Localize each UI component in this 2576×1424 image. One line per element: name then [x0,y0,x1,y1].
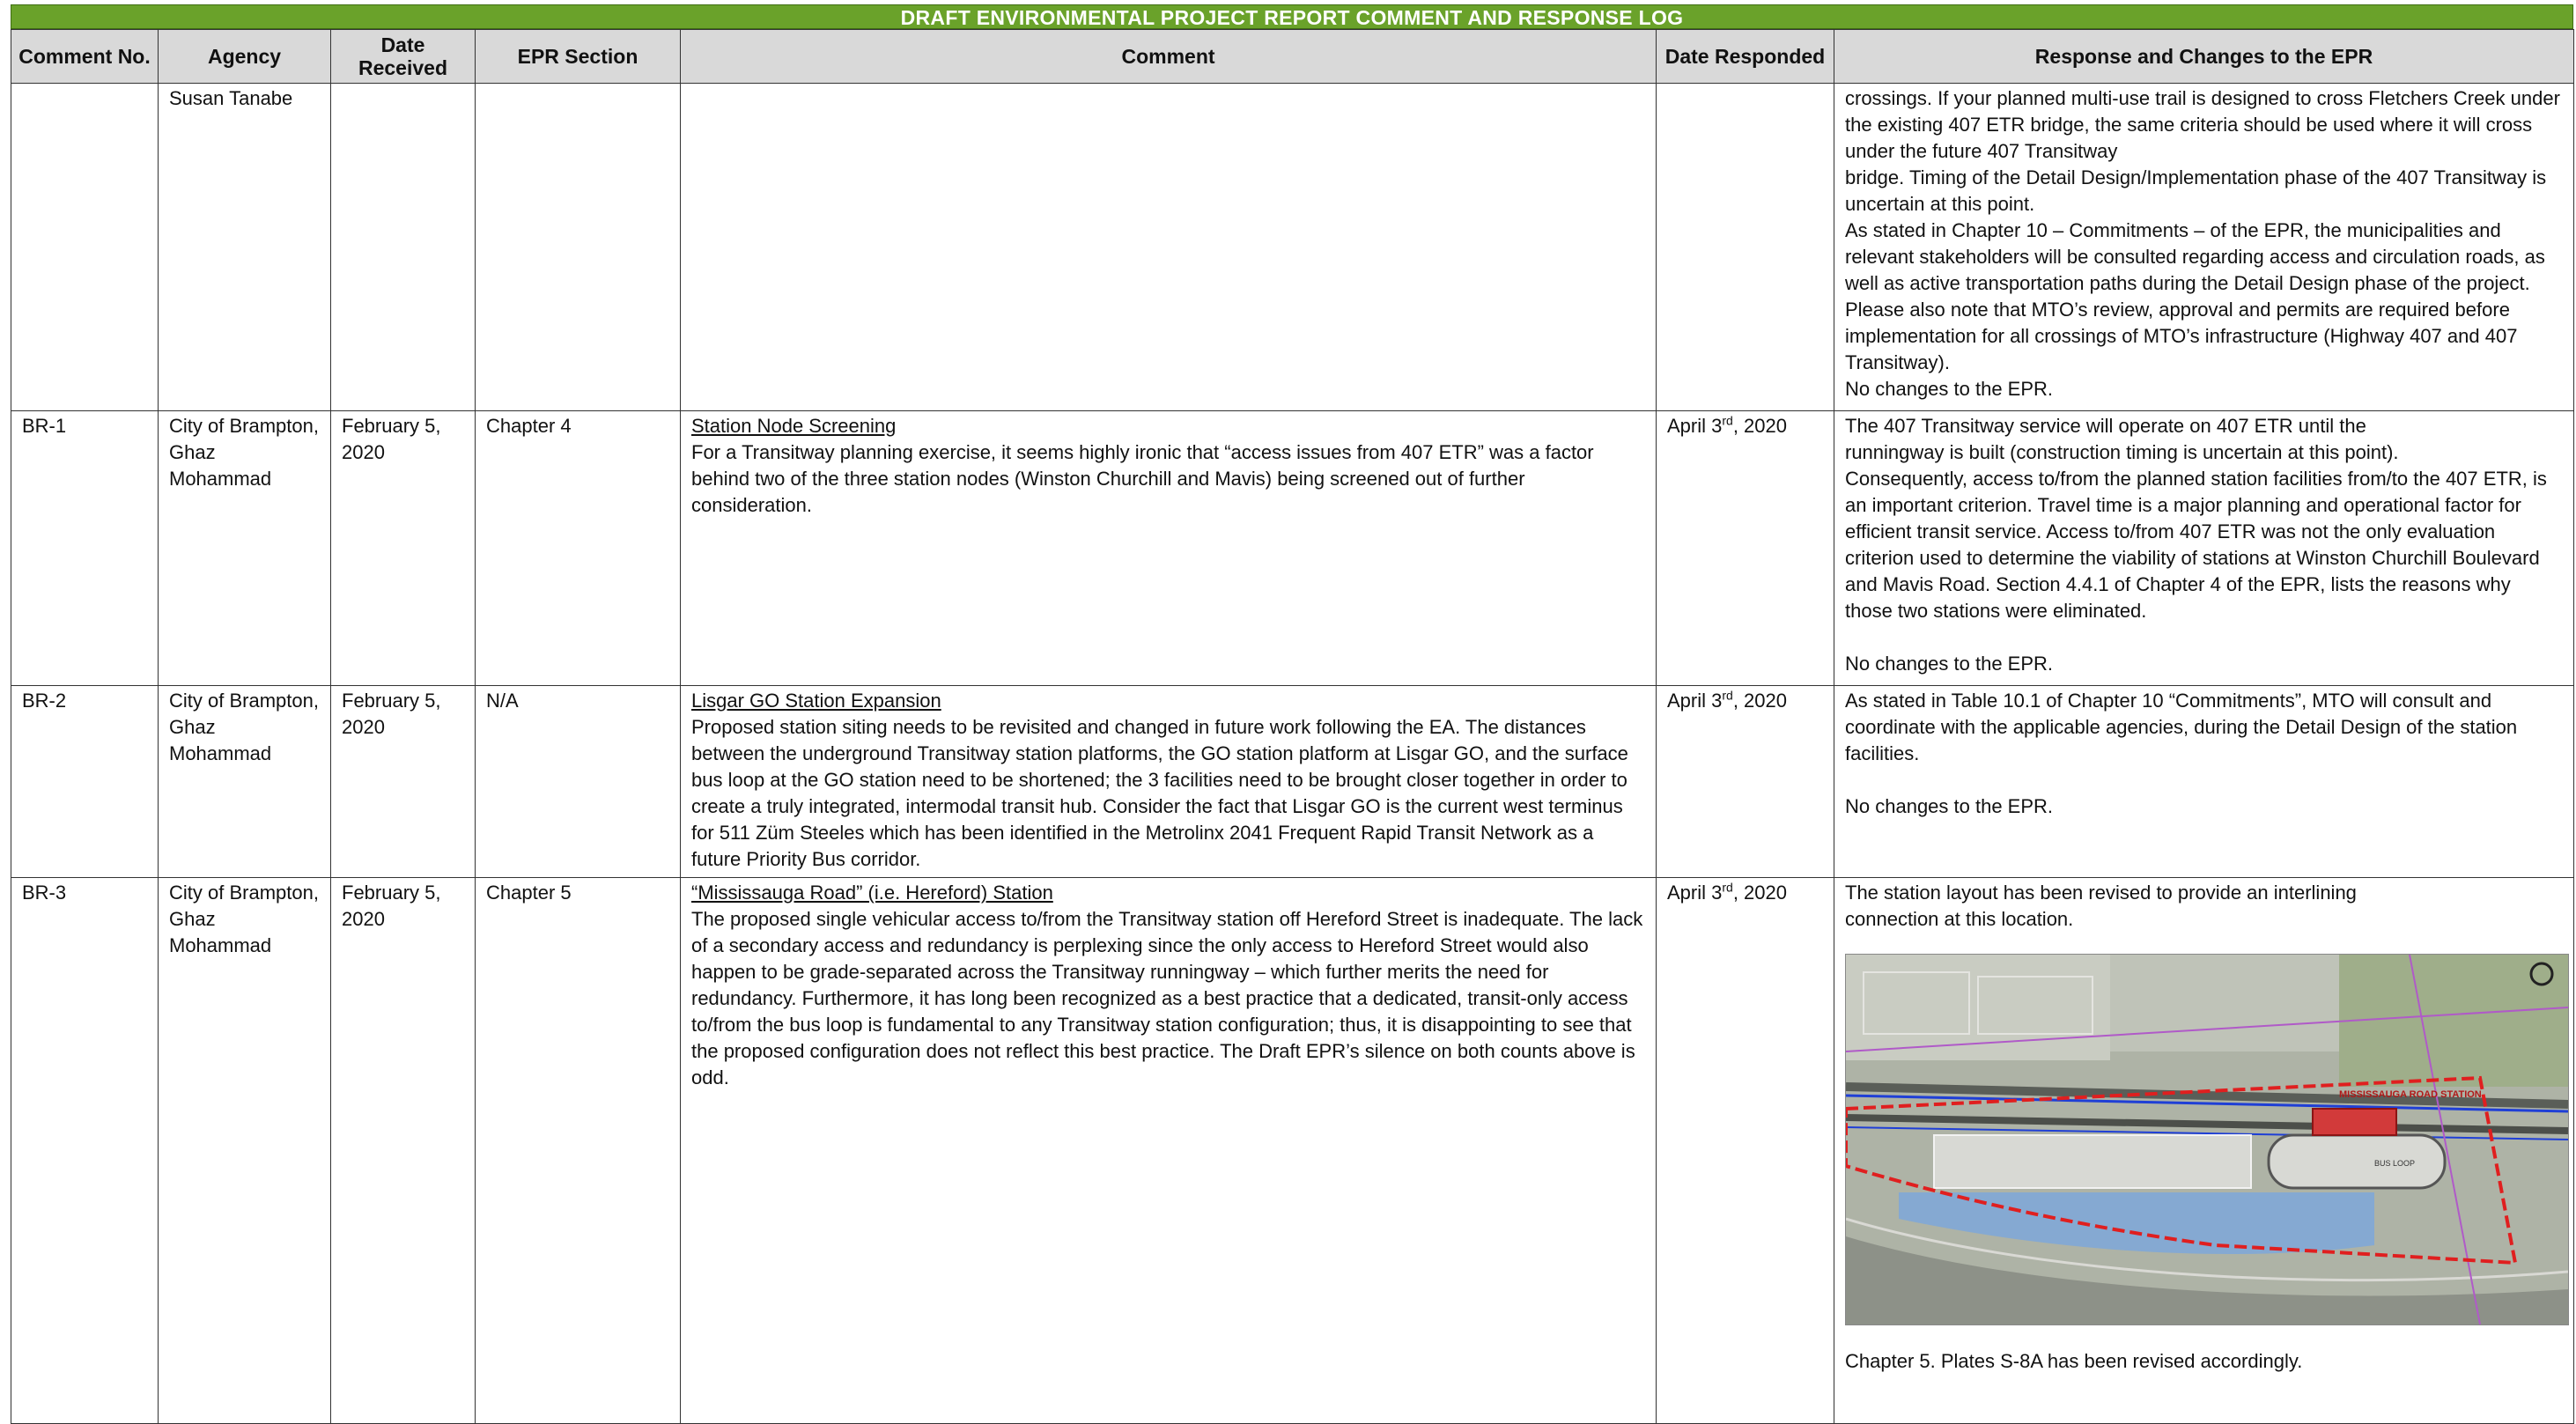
station-plan-aerial-map [1845,954,2569,1325]
header-row [11,30,2574,84]
response-text: No changes to the EPR. [1845,795,2054,817]
date-received-cell [331,84,476,411]
response-spacer [1845,624,2563,651]
comment-title: Lisgar GO Station Expansion [691,690,941,712]
map-bus-loop-label: BUS LOOP [2374,1159,2416,1168]
date-responded-cell [1657,878,1834,1424]
response-cell [1834,84,2574,411]
date-responded-main: April 3 [1667,415,1723,437]
response-text: The 407 Transitway service will operate on 407 ETR until the [1845,415,2366,437]
epr-section-cell: Chapter 4 [476,411,681,686]
date-received-cell: February 5, 2020 [331,686,476,878]
col-header-date-responded: Date Responded [1657,30,1834,84]
agency-cell: City of Brampton, Ghaz Mohammad [159,878,331,1424]
comment-cell [681,686,1657,878]
response-text: Consequently, access to/from the planned station facilities from/to the 407 ETR, is an important criterion. Travel time is a major planning and operational factor for efficient transit service. Access to/from 407 ETR was not the only evaluation criterion used to determine the viability of stations at Winston Churchill Boulevard and Mavis Road. Section 4.4.1 of Chapter 4 of the EPR, lists the reasons why those two stations were eliminated. [1845,468,2547,622]
col-header-comment-no: Comment No. [11,30,159,84]
comment-body: The proposed single vehicular access to/from the Transitway station off Hereford Street is inadequate. The lack of a secondary access and redundancy is perplexing since the only access to Hereford Street would also happen to be grade-separated across the Transitway runningway – which further merits the need for redundancy. Furthermore, it has long been recognized as a best practice that a dedicated, transit-only access to/from the bus loop is fundamental to any Transitway station configuration; thus, it is disappointing to see that the proposed configuration does not reflect this best practice. The Draft EPR’s silence on both counts above is odd. [691,908,1643,1088]
comment-title: “Mississauga Road” (i.e. Hereford) Station [691,882,1053,904]
table-row [11,878,2574,1424]
response-text: connection at this location. [1845,908,2074,930]
agency-cell: Susan Tanabe [159,84,331,411]
comment-cell [681,411,1657,686]
response-text: Chapter 5. Plates S-8A has been revised accordingly. [1845,1350,2303,1372]
col-header-agency: Agency [159,30,331,84]
comment-no-cell: BR-2 [11,686,159,878]
date-received-cell: February 5, 2020 [331,878,476,1424]
col-header-response: Response and Changes to the EPR [1834,30,2574,84]
date-responded-cell [1657,686,1834,878]
date-responded-cell [1657,411,1834,686]
col-header-epr-section: EPR Section [476,30,681,84]
response-text: As stated in Table 10.1 of Chapter 10 “Commitments”, MTO will consult and coordinate with the applicable agencies, during the Detail Design of the station facilities. [1845,690,2518,764]
response-text: crossings. If your planned multi-use trail is designed to cross Fletchers Creek under the existing 407 ETR bridge, the same criteria should be used where it will cross under the future 407 Transitway [1845,87,2560,162]
epr-section-cell [476,84,681,411]
date-responded-suffix: rd [1722,880,1733,895]
date-responded-cell [1657,84,1834,411]
epr-section-cell: N/A [476,686,681,878]
comment-cell [681,84,1657,411]
agency-cell: City of Brampton, Ghaz Mohammad [159,686,331,878]
comment-title: Station Node Screening [691,415,897,437]
response-text: Please also note that MTO’s review, approval and permits are required before implementation for all crossings of MTO’s infrastructure (Highway 407 and 407 Transitway). [1845,299,2518,373]
response-cell [1834,878,2574,1424]
comment-no-cell: BR-3 [11,878,159,1424]
date-responded-year: , 2020 [1732,690,1787,712]
log-title: DRAFT ENVIRONMENTAL PROJECT REPORT COMMENT AND RESPONSE LOG [11,4,2573,29]
response-text: bridge. Timing of the Detail Design/Implementation phase of the 407 Transitway is uncertain at this point. [1845,166,2547,215]
date-responded-year: , 2020 [1732,882,1787,904]
date-responded-year: , 2020 [1732,415,1787,437]
table-row [11,686,2574,878]
epr-section-cell: Chapter 5 [476,878,681,1424]
comment-cell [681,878,1657,1424]
table-row [11,411,2574,686]
table-row [11,84,2574,411]
comment-body: For a Transitway planning exercise, it seems highly ironic that “access issues from 407 ETR” was a factor behind two of the three station nodes (Winston Churchill and Mavis) being screened out of further consideration. [691,441,1594,516]
agency-cell: City of Brampton, Ghaz Mohammad [159,411,331,686]
comment-response-table [11,29,2574,1424]
response-text: As stated in Chapter 10 – Commitments – of the EPR, the municipalities and relevant stakeholders will be consulted regarding access and circulation roads, as well as active transportation paths during the Detail Design phase of the project. [1845,219,2545,294]
station-plan-graphic [1846,955,2568,1324]
comment-log-sheet [11,4,2573,1417]
response-text: runningway is built (construction timing is uncertain at this point). [1845,441,2399,463]
comment-no-cell: BR-1 [11,411,159,686]
response-text: No changes to the EPR. [1845,378,2054,400]
date-responded-main: April 3 [1667,882,1723,904]
comment-body: Proposed station siting needs to be revisited and changed in future work following the EA. The distances between the underground Transitway station platforms, the GO station platform at Lisgar GO, and the surface bus loop at the GO station need to be shortened; the 3 facilities need to be brought closer together in order to create a truly integrated, intermodal transit hub. Consider the fact that Lisgar GO is the current west terminus for 511 Züm Steeles which has been identified in the Metrolinx 2041 Frequent Rapid Transit Network as a future Priority Bus corridor. [691,716,1628,870]
col-header-date-received: Date Received [331,30,476,84]
response-cell [1834,686,2574,878]
response-text: The station layout has been revised to provide an interlining [1845,882,2357,904]
date-responded-main: April 3 [1667,690,1723,712]
response-cell [1834,411,2574,686]
date-received-cell: February 5, 2020 [331,411,476,686]
map-station-label: MISSISSAUGA ROAD STATION [2339,1089,2482,1100]
comment-no-cell [11,84,159,411]
col-header-comment: Comment [681,30,1657,84]
response-text: No changes to the EPR. [1845,653,2054,675]
response-spacer [1845,767,2563,793]
date-responded-suffix: rd [1722,413,1733,428]
date-responded-suffix: rd [1722,688,1733,703]
